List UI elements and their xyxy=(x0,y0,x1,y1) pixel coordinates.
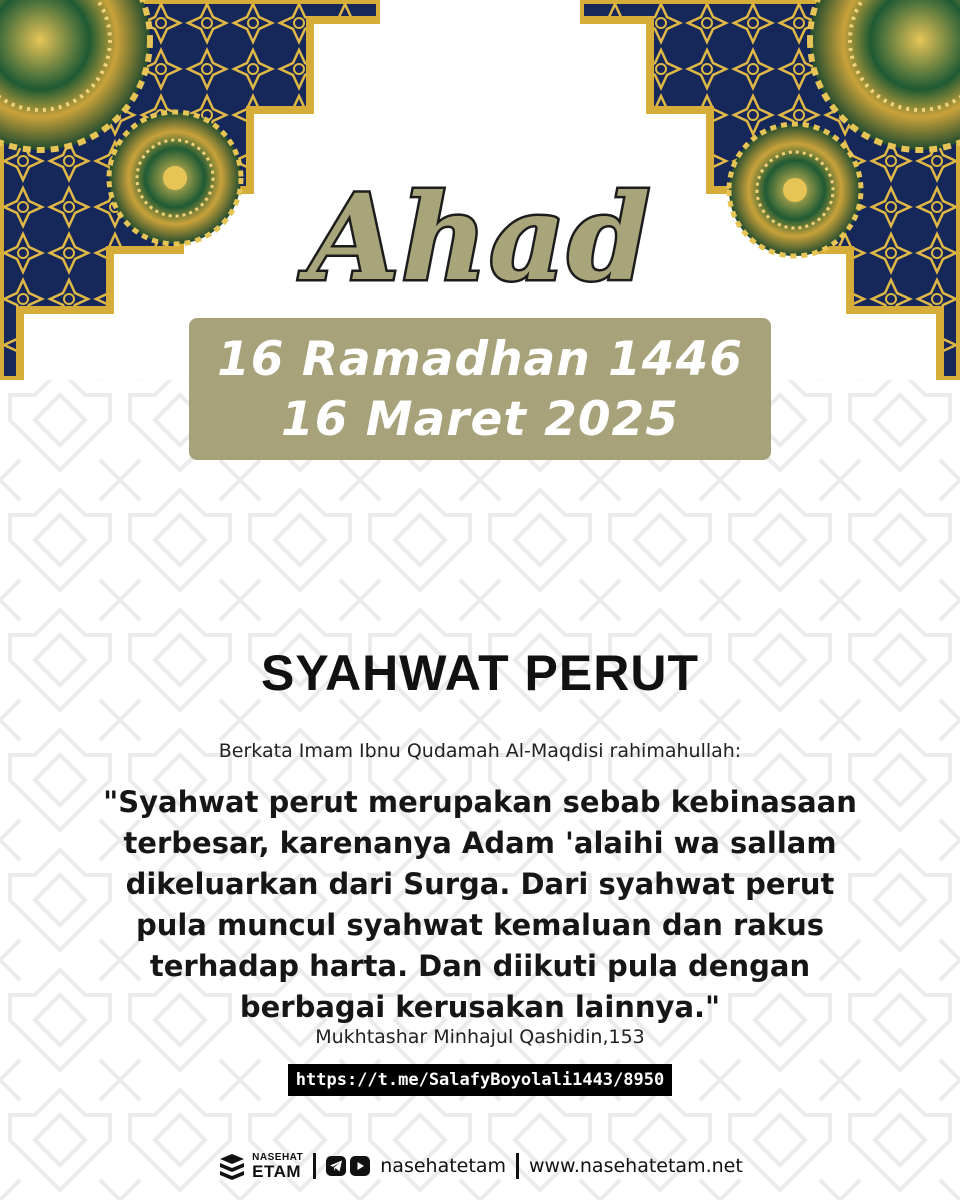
quote-line: "Syahwat perut merupakan sebab kebinasaan xyxy=(103,785,857,819)
divider xyxy=(313,1153,316,1179)
divider xyxy=(516,1153,519,1179)
quote-line: berbagai kerusakan lainnya." xyxy=(239,990,721,1024)
quote-attribution-intro: Berkata Imam Ibnu Qudamah Al-Maqdisi rahimahullah: xyxy=(218,740,742,762)
brand-logo xyxy=(217,1151,303,1181)
date-gregorian: 16 Maret 2025 xyxy=(281,392,679,447)
telegram-link[interactable]: https://t.me/SalafyBoyolali1443/8950 xyxy=(288,1064,672,1096)
quote-text xyxy=(80,782,880,1028)
date-hijri: 16 Ramadhan 1446 xyxy=(217,332,743,387)
social-handle[interactable]: nasehatetam xyxy=(380,1155,506,1177)
quote-line: pula muncul syahwat kemaluan dan rakus xyxy=(135,908,825,942)
youtube-icon[interactable] xyxy=(350,1156,370,1176)
article-title: SYAHWAT PERUT xyxy=(260,645,700,701)
date-box xyxy=(189,318,771,460)
brand-text xyxy=(252,1153,303,1180)
quote-source: Mukhtashar Minhajul Qashidin,153 xyxy=(315,1026,645,1048)
website-link[interactable]: www.nasehatetam.net xyxy=(528,1155,743,1177)
day-title: Ahad xyxy=(307,168,653,307)
quote-line: terhadap harta. Dan diikuti pula dengan xyxy=(149,949,811,983)
book-stack-icon xyxy=(217,1151,247,1181)
social-icons xyxy=(326,1156,370,1176)
quote-line: terbesar, karenanya Adam 'alaihi wa sallam xyxy=(123,826,837,860)
footer xyxy=(0,1144,960,1188)
link-wrapper xyxy=(0,1064,960,1096)
quote-line: dikeluarkan dari Surga. Dari syahwat perut xyxy=(125,867,835,901)
brand-name-top: NASEHAT xyxy=(252,1151,304,1163)
brand-name-bottom: ETAM xyxy=(252,1161,302,1181)
telegram-icon[interactable] xyxy=(326,1156,346,1176)
